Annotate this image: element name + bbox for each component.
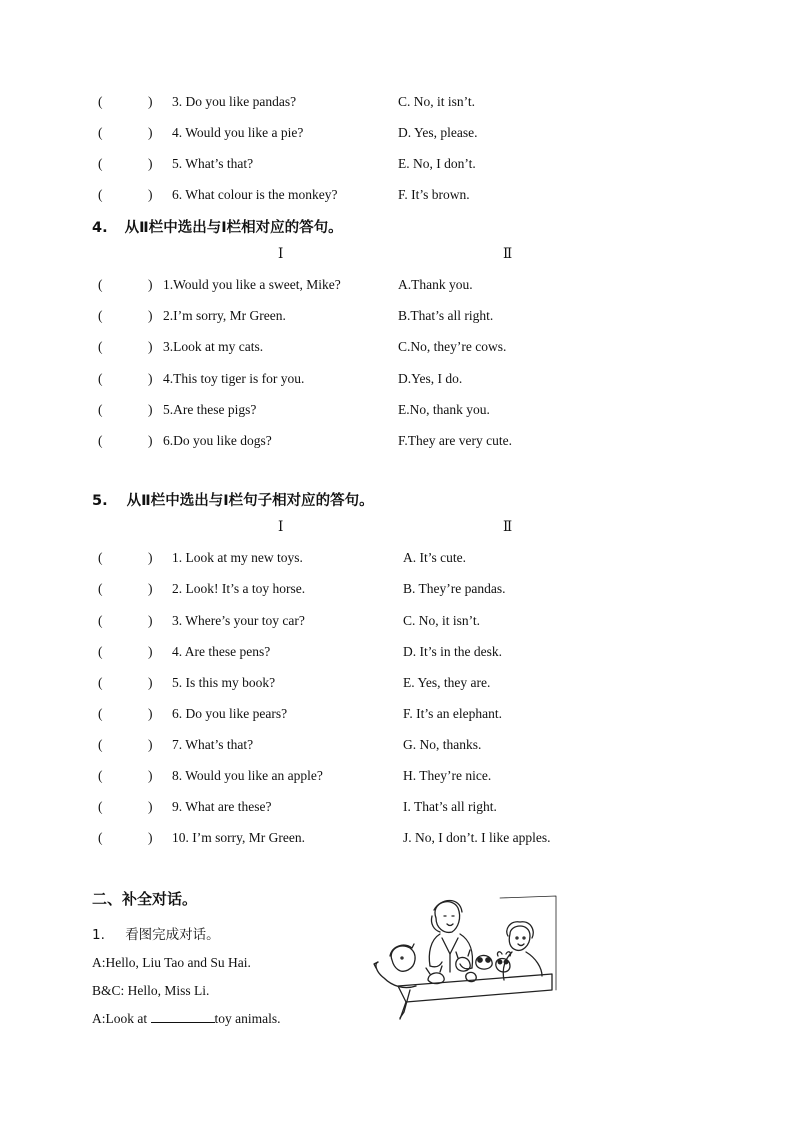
question-row xyxy=(98,431,658,451)
question-row xyxy=(98,369,658,389)
answer-bracket-close: ) xyxy=(148,644,153,659)
answer-bracket-close: ) xyxy=(148,402,153,417)
question-row xyxy=(98,306,658,326)
dialogue-line-3-end: toy animals. xyxy=(214,1011,281,1026)
answer-blank[interactable] xyxy=(151,1010,215,1023)
answer-option-text: A.Thank you. xyxy=(398,277,473,292)
question-text: 9. What are these? xyxy=(172,799,272,814)
question-text: 7. What’s that? xyxy=(172,737,254,752)
question-text: 5. What’s that? xyxy=(172,156,254,171)
part-2-sub-title: 看图完成对话。 xyxy=(125,927,220,943)
question-row xyxy=(98,579,658,599)
answer-option-text: B.That’s all right. xyxy=(398,308,494,323)
question-text: 6.Do you like dogs? xyxy=(163,433,272,448)
question-text: 5. Is this my book? xyxy=(172,675,276,690)
question-text: 3.Look at my cats. xyxy=(163,339,264,354)
answer-option-text: B. They’re pandas. xyxy=(403,581,506,596)
answer-bracket-close: ) xyxy=(148,706,153,721)
answer-bracket-close: ) xyxy=(148,371,153,386)
answer-option-text: D. It’s in the desk. xyxy=(403,644,502,659)
question-text: 3. Where’s your toy car? xyxy=(172,613,305,628)
question-text: 4. Would you like a pie? xyxy=(172,125,304,140)
question-row xyxy=(98,185,658,205)
section-4-title: 从Ⅱ栏中选出与Ⅰ栏相对应的答句。 xyxy=(124,220,343,236)
answer-bracket-open[interactable]: ( xyxy=(98,308,103,323)
question-row xyxy=(98,828,658,848)
answer-bracket-close: ) xyxy=(148,768,153,783)
question-row xyxy=(98,154,658,174)
answer-bracket-close: ) xyxy=(148,187,153,202)
answer-option-text: H. They’re nice. xyxy=(403,768,492,783)
teacher-figure xyxy=(429,901,472,973)
answer-option-text: A. It’s cute. xyxy=(403,550,466,565)
answer-bracket-close: ) xyxy=(148,737,153,752)
answer-bracket-close: ) xyxy=(148,675,153,690)
answer-option-text: C. No, it isn’t. xyxy=(398,94,476,109)
answer-bracket-open[interactable]: ( xyxy=(98,706,103,721)
answer-option-text: F. It’s an elephant. xyxy=(403,706,503,721)
answer-bracket-open[interactable]: ( xyxy=(98,156,103,171)
question-text: 4.This toy tiger is for you. xyxy=(163,371,305,386)
question-row xyxy=(98,123,658,143)
section-4-column-2-header: Ⅱ xyxy=(503,246,513,261)
answer-bracket-close: ) xyxy=(148,339,153,354)
answer-option-text: F. It’s brown. xyxy=(398,187,470,202)
question-text: 6. Do you like pears? xyxy=(172,706,288,721)
dialogue-line-3-start: A:Look at xyxy=(92,1011,151,1026)
answer-bracket-open[interactable]: ( xyxy=(98,187,103,202)
answer-bracket-open[interactable]: ( xyxy=(98,613,103,628)
answer-option-text: I. That’s all right. xyxy=(403,799,497,814)
answer-bracket-open[interactable]: ( xyxy=(98,550,103,565)
answer-option-text: F.They are very cute. xyxy=(398,433,512,448)
answer-option-text: D.Yes, I do. xyxy=(398,371,463,386)
answer-option-text: C.No, they’re cows. xyxy=(398,339,507,354)
answer-option-text: G. No, thanks. xyxy=(403,737,482,752)
answer-bracket-open[interactable]: ( xyxy=(98,644,103,659)
answer-bracket-close: ) xyxy=(148,156,153,171)
question-row xyxy=(98,673,658,693)
dialogue-line-2: B&C: Hello, Miss Li. xyxy=(92,983,210,998)
question-text: 5.Are these pigs? xyxy=(163,402,257,417)
section-4-number: 4. xyxy=(92,220,108,236)
answer-bracket-open[interactable]: ( xyxy=(98,371,103,386)
dialogue-line-3 xyxy=(92,1010,281,1027)
answer-bracket-close: ) xyxy=(148,433,153,448)
question-row xyxy=(98,704,658,724)
answer-bracket-close: ) xyxy=(148,277,153,292)
answer-bracket-open[interactable]: ( xyxy=(98,799,103,814)
question-row xyxy=(98,611,658,631)
question-row xyxy=(98,337,658,357)
question-row xyxy=(98,92,658,112)
question-text: 6. What colour is the monkey? xyxy=(172,187,338,202)
answer-bracket-open[interactable]: ( xyxy=(98,581,103,596)
question-row xyxy=(98,275,658,295)
question-text: 2. Look! It’s a toy horse. xyxy=(172,581,306,596)
question-text: 3. Do you like pandas? xyxy=(172,94,297,109)
dialogue-line-1: A:Hello, Liu Tao and Su Hai. xyxy=(92,955,251,970)
answer-option-text: D. Yes, please. xyxy=(398,125,478,140)
answer-option-text: E. No, I don’t. xyxy=(398,156,476,171)
answer-bracket-open[interactable]: ( xyxy=(98,768,103,783)
question-row xyxy=(98,548,658,568)
part-2-heading: 二、补全对话。 xyxy=(92,890,198,908)
answer-bracket-close: ) xyxy=(148,799,153,814)
classroom-illustration xyxy=(370,894,560,1029)
answer-bracket-close: ) xyxy=(148,94,153,109)
answer-bracket-close: ) xyxy=(148,581,153,596)
answer-bracket-close: ) xyxy=(148,830,153,845)
part-2-sub-number: 1. xyxy=(92,927,105,943)
answer-option-text: E.No, thank you. xyxy=(398,402,490,417)
question-text: 4. Are these pens? xyxy=(172,644,271,659)
girl-figure xyxy=(503,922,542,980)
answer-option-text: J. No, I don’t. I like apples. xyxy=(403,830,551,845)
section-5-title: 从Ⅱ栏中选出与Ⅰ栏句子相对应的答句。 xyxy=(126,493,374,509)
question-text: 1.Would you like a sweet, Mike? xyxy=(163,277,341,292)
question-text: 8. Would you like an apple? xyxy=(172,768,323,783)
question-row xyxy=(98,400,658,420)
answer-bracket-open[interactable]: ( xyxy=(98,737,103,752)
boy-figure xyxy=(374,944,416,1018)
section-5-heading xyxy=(92,489,374,510)
section-4-heading xyxy=(92,216,343,237)
section-5-column-1-header: Ⅰ xyxy=(278,519,284,534)
answer-option-text: E. Yes, they are. xyxy=(403,675,491,690)
answer-bracket-close: ) xyxy=(148,125,153,140)
question-text: 2.I’m sorry, Mr Green. xyxy=(163,308,286,323)
answer-bracket-close: ) xyxy=(148,308,153,323)
question-row xyxy=(98,797,658,817)
section-4-column-1-header: Ⅰ xyxy=(278,246,284,261)
question-row xyxy=(98,766,658,786)
question-row xyxy=(98,642,658,662)
answer-bracket-open[interactable]: ( xyxy=(98,94,103,109)
answer-bracket-open[interactable]: ( xyxy=(98,830,103,845)
answer-option-text: C. No, it isn’t. xyxy=(403,613,481,628)
part-2-subheading xyxy=(92,923,220,943)
question-text: 1. Look at my new toys. xyxy=(172,550,303,565)
answer-bracket-open[interactable]: ( xyxy=(98,402,103,417)
answer-bracket-open[interactable]: ( xyxy=(98,433,103,448)
section-5-column-2-header: Ⅱ xyxy=(503,519,513,534)
answer-bracket-close: ) xyxy=(148,550,153,565)
question-row xyxy=(98,735,658,755)
answer-bracket-open[interactable]: ( xyxy=(98,125,103,140)
question-text: 10. I’m sorry, Mr Green. xyxy=(172,830,305,845)
answer-bracket-open[interactable]: ( xyxy=(98,339,103,354)
answer-bracket-open[interactable]: ( xyxy=(98,277,103,292)
answer-bracket-open[interactable]: ( xyxy=(98,675,103,690)
section-5-number: 5. xyxy=(92,493,108,509)
answer-bracket-close: ) xyxy=(148,613,153,628)
